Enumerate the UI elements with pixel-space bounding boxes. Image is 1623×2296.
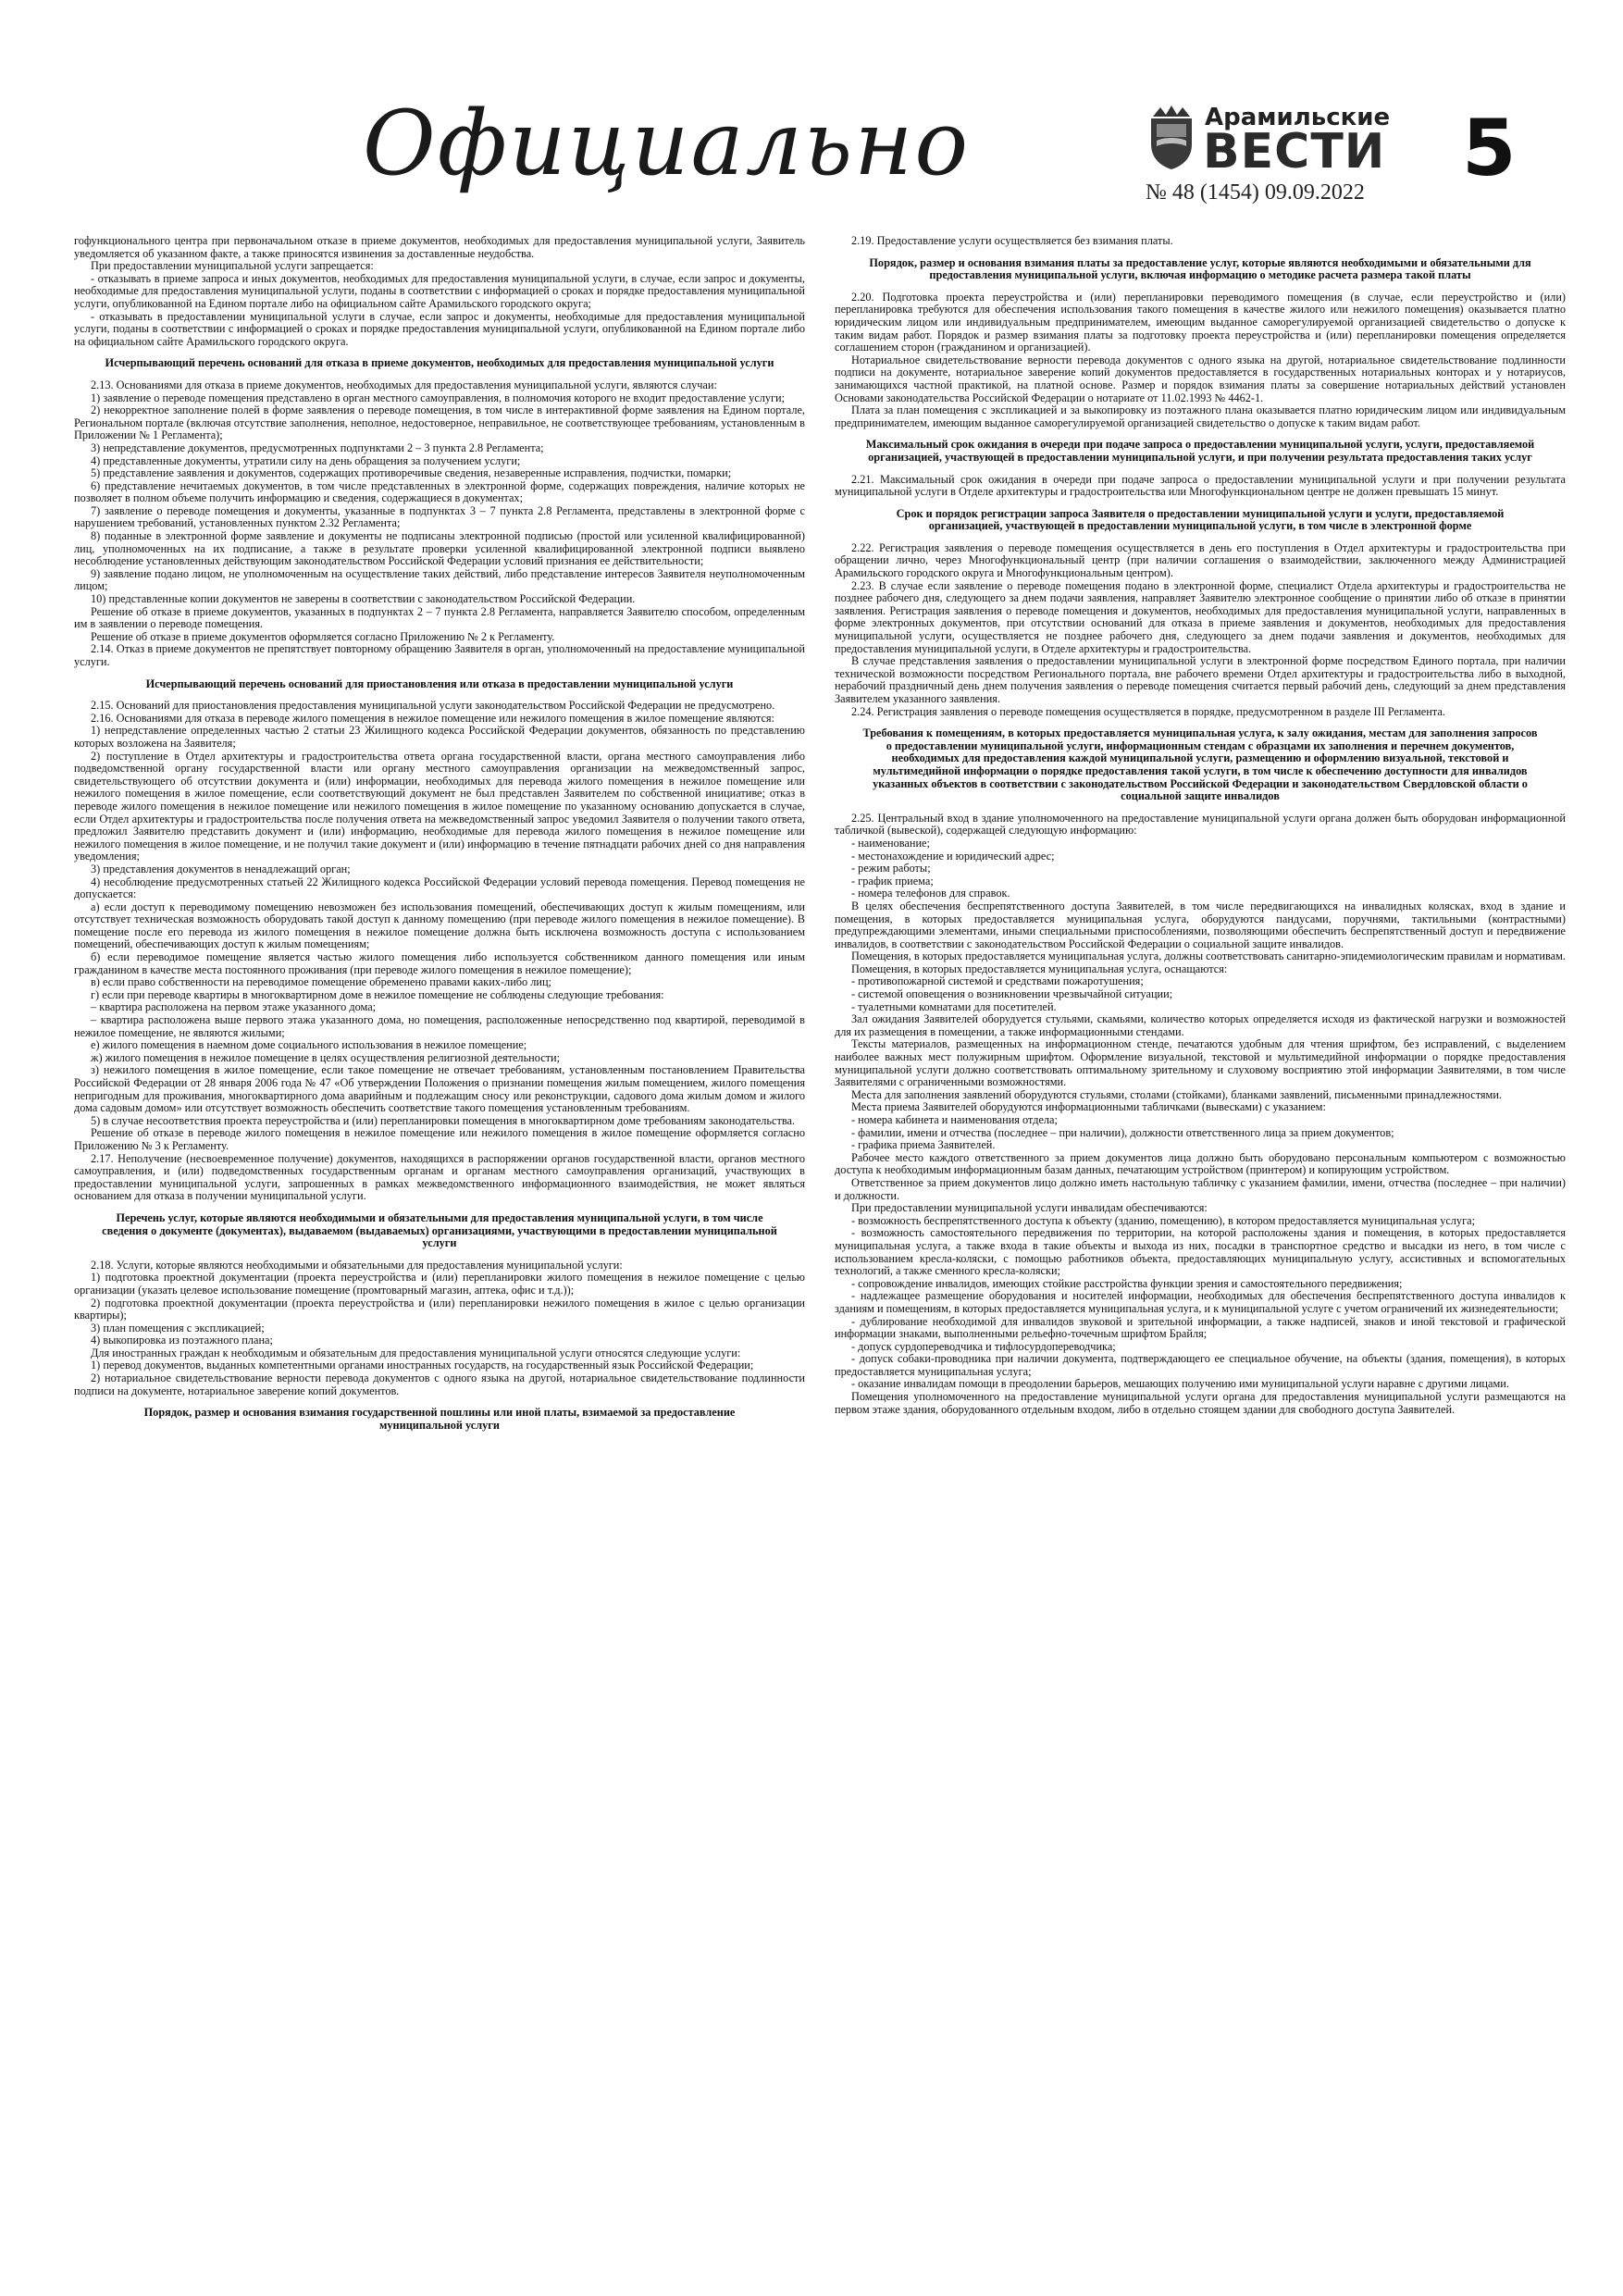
section-title: Официально: [363, 92, 971, 195]
paragraph: Помещения, в которых предоставляется муниципальная услуга, оснащаются:: [851, 962, 1228, 975]
paragraph: г) если при переводе квартиры в многоквартирном доме в нежилое помещение не соблюдены следующие требования:: [91, 987, 664, 1001]
paragraph: в) если право собственности на переводимое помещение обременено правами каких-либо лиц;: [91, 975, 551, 989]
paragraph: 5) в случае несоответствия проекта переустройства и (или) перепланировки помещения в многоквартирном доме требованиям законодательства.: [91, 1113, 796, 1127]
section-heading: Срок и порядок регистрации запроса Заявителя о предоставлении муниципальной услуги и услуги, предоставляемой организацией, участвующей в предоставлении муниципальной услуги, в том числе в электронной форме: [896, 506, 1505, 533]
issue-number-date: № 48 (1454) 09.09.2022: [1146, 180, 1365, 205]
section-heading: Исчерпывающий перечень оснований для приостановления или отказа в предоставлении муниципальной услуги: [145, 676, 734, 690]
paragraph: Плата за план помещения с экспликацией и за выкопировку из поэтажного плана оказывается платно юридическим лицом или индивидуальным предпринимателем, имеющим выданное саморегулируемой организацией свидетельство о допуске к таким видам работ.: [835, 403, 1566, 429]
paragraph: - возможность беспрепятственного доступа к объекту (зданию, помещению), в котором предоставляется муниципальная услуга;: [851, 1213, 1475, 1227]
paragraph: - возможность самостоятельного передвижения по территории, на которой расположены здания и помещения, в которых предоставляется муниципальная услуга, а также входа в такие объекты и выхода из них, посадки в транспортное средство и высадки из него, в том числе с использованием кресла-коляски, с помощью работников объекта, предоставляющих муниципальную услугу, ассистивных и вспомогательных технологий, а также сменного кресла-коляски;: [835, 1226, 1566, 1278]
paragraph: Нотариальное свидетельствование верности перевода документов с одного языка на другой, нотариальное свидетельствование подлинности подписи на документе, нотариальное заверение копий документов предоставляется в государственных нотариальных конторах и у нотариусов, занимающихся частной практикой, на платной основе. Размер и порядок взимания платы за совершение нотариальных действий установлен Основами законодательства Российской Федерации о нотариате от 11.02.1993 № 4462-1.: [835, 353, 1566, 404]
paragraph: - местонахождение и юридический адрес;: [851, 849, 1055, 863]
paragraph: 5) представление заявления и документов, содержащих противоречивые сведения, незаверенные исправления, подчистки, помарки;: [91, 466, 732, 480]
paragraph: При предоставлении муниципальной услуги инвалидам обеспечиваются:: [851, 1201, 1208, 1215]
paragraph: При предоставлении муниципальной услуги запрещается:: [91, 259, 374, 273]
left-column: [74, 235, 805, 1441]
paragraph: - противопожарной системой и средствами пожаротушения;: [851, 974, 1144, 988]
paragraph: 3) представления документов в ненадлежащий орган;: [91, 862, 351, 875]
paragraph: Решение об отказе в переводе жилого помещения в нежилое помещение или нежилого помещения в жилое помещение оформляется согласно Приложению № 3 к Регламенту.: [74, 1126, 805, 1152]
paragraph: - туалетными комнатами для посетителей.: [851, 999, 1057, 1013]
paragraph: 2.20. Подготовка проекта переустройства и (или) перепланировки переводимого помещения (в случае, если переустройство и (или) перепланировка требуются для обеспечения использования такого помещения в качестве жилого или нежилого помещения) оказывается платно юридическим лицом или индивидуальным предпринимателем, имеющим выданное саморегулируемой организацией свидетельство о допуске к таким видам работ. Порядок и размер взимания платы за подготовку проекта переустройства и (или) перепланировки помещения определяется соглашением сторон (гражданином и организацией).: [835, 290, 1566, 354]
paragraph: В целях обеспечения беспрепятственного доступа Заявителей, в том числе передвигающихся на инвалидных колясках, вход в здание и помещения, в которых предоставляется муниципальная услуга, оборудуются пандусами, поручнями, тактильными (контрастными) предупреждающими элементами, иными специальными приспособлениями, позволяющими обеспечить беспрепятственный доступ и передвижение инвалидов, в соответствии с законодательством Российской Федерации о социальной защите инвалидов.: [835, 899, 1566, 950]
paragraph: Места для заполнения заявлений оборудуются стульями, столами (стойками), бланками заявлений, письменными принадлежностями.: [851, 1087, 1502, 1101]
paragraph: ж) жилого помещения в нежилое помещение в целях осуществления религиозной деятельности;: [91, 1050, 561, 1064]
paragraph: - график приема;: [851, 874, 934, 887]
paragraph: - отказывать в приеме запроса и иных документов, необходимых для предоставления муниципальной услуги, в случае, если запрос и документы, необходимые для предоставления муниципальной услуги, поданы в соответствии с информацией о сроках и порядке предоставления муниципальной услуги, опубликованной на Едином портале либо на официальном сайте Арамильского городского округа;: [74, 271, 805, 310]
paragraph: з) нежилого помещения в жилое помещение, если такое помещение не отвечает требованиям, установленным постановлением Правительства Российской Федерации от 28 января 2006 года № 47 «Об утверждении Положения о признании помещения жилым помещением, жилого помещения непригодным для проживания, многоквартирного дома аварийным и подлежащим сносу или реконструкции, садового дома жилым домом и жилого дома садовым домом» или отсутствует возможность обеспечить соответствие такого помещения установленным требованиям.: [74, 1063, 805, 1115]
paragraph: 1) заявление о переводе помещения представлено в орган местного самоуправления, в полномочия которого не входит предоставление услуги;: [91, 391, 786, 404]
paragraph: 2.23. В случае если заявление о переводе помещения подано в электронной форме, специалист Отдела архитектуры и градостроительства не позднее рабочего дня, следующего за днем подачи заявления, направляет Заявителю электронное сообщение о принятии либо об отказе в принятии заявления. Регистрация заявления о переводе помещения и документов, необходимых для предоставления муниципальной услуги, направленных в форме электронных документов, при отсутствии оснований для отказа в приеме заявления и документов, необходимых для предоставления муниципальной услуги, осуществляется не позднее рабочего дня, следующего за днем подачи заявления и документов, необходимых для предоставления муниципальной услуги, в Отделе архитектуры и градостроительства.: [835, 578, 1566, 655]
section-heading: Исчерпывающий перечень оснований для отказа в приеме документов, необходимых для предоставления муниципальной услуги: [105, 356, 774, 370]
paragraph: гофункционального центра при первоначальном отказе в приеме документов, необходимых для предоставления муниципальной услуги, Заявитель уведомляется об указанном факте, а также приносятся извинения за доставленные неудобства.: [74, 234, 805, 260]
paragraph: 2.16. Основаниями для отказа в переводе жилого помещения в нежилое помещение или нежилого помещения в жилое помещение являются:: [91, 711, 774, 725]
paragraph: 6) представление нечитаемых документов, в том числе представленных в электронной форме, содержащих повреждения, наличие которых не позволяет в полном объеме получить информацию и сведения, содержащиеся в документах;: [74, 478, 805, 505]
paragraph: - допуск сурдопереводчика и тифлосурдопереводчика;: [851, 1339, 1116, 1353]
logo-newspaper-name: ВЕСТИ: [1203, 124, 1386, 180]
paragraph: Зал ожидания Заявителей оборудуется стульями, скамьями, количество которых определяется исходя из фактической нагрузки и возможностей для их размещения в помещении, а также информационными стендами.: [835, 1012, 1566, 1038]
paragraph: 2) поступление в Отдел архитектуры и градостроительства ответа органа государственной власти, органа местного самоуправления либо подведомственной органу государственной власти или органу местного самоуправления организации на межведомственный запрос, свидетельствующего об отсутствии документа и (или) информации, необходимых для перевода жилого помещения в нежилое помещение или нежилого помещения в жилое помещение, если соответствующий документ не был представлен Заявителем по собственной инициативе; отказ в переводе жилого помещения в нежилое помещение или нежилого помещения в жилое помещение по указанному основанию допускается в случае, если Отдел архитектуры и градостроительства после получения ответа на межведомственный запрос уведомил Заявителя о получении такого ответа, предложил Заявителю представить документ и (или) информацию, необходимые для перевода жилого помещения в нежилое помещение или нежилого помещения в жилое помещение, и не получил такие документ и (или) информацию в течение пятнадцати рабочих дней со дня направления уведомления;: [74, 749, 805, 863]
section-heading: Максимальный срок ожидания в очереди при подаче запроса о предоставлении муниципальной услуги, услуги, предоставляемой организацией, участвующей в предоставлении муниципальной услуги, и при получении результата предоставления таких услуг: [865, 438, 1535, 464]
paragraph: 3) план помещения с экспликацией;: [91, 1321, 265, 1334]
paragraph: - графика приема Заявителей.: [851, 1138, 996, 1152]
paragraph: Помещения уполномоченного на предоставление муниципальной услуги органа для предоставления муниципальной услуги размещаются на первом этаже здания, оборудованного отдельным входом, либо в отдельно стоящем здании для свободного доступа Заявителей.: [835, 1390, 1566, 1416]
logo-city-name: Арамильские: [1205, 104, 1391, 131]
paragraph: Места приема Заявителей оборудуются информационными табличками (вывесками) с указанием:: [851, 1100, 1326, 1114]
paragraph: 2.17. Неполучение (несвоевременное получение) документов, находящихся в распоряжении органов государственной власти, органов местного самоуправления, и (или) подведомственных государственным органам и органам местного самоуправления организаций, участвующих в предоставлении муниципальной услуги, запрошенных в рамках межведомственного информационного взаимодействия, не может являться основанием для отказа в получении муниципальной услуги.: [74, 1151, 805, 1203]
paragraph: Рабочее место каждого ответственного за прием документов лица должно быть оборудовано персональным компьютером с возможностью доступа к необходимым информационным базам данных, печатающим устройством (принтером) и копирующим устройством.: [835, 1150, 1566, 1177]
paragraph: – квартира расположена на первом этаже указанного дома;: [91, 1000, 377, 1014]
paragraph: 2.21. Максимальный срок ожидания в очереди при подаче запроса о предоставлении муниципальной услуги и при получении результата муниципальной услуги в Отделе архитектуры и градостроительства или Многофункциональном центре не должен превышать 15 минут.: [835, 472, 1566, 499]
paragraph: 4) выкопировка из поэтажного плана;: [91, 1334, 273, 1347]
paragraph: 2.25. Центральный вход в здание уполномоченного на предоставление муниципальной услуги органа должен быть оборудован информационной табличкой (вывеской), содержащей следующую информацию:: [835, 811, 1566, 838]
paragraph: е) жилого помещения в наемном доме социального использования в нежилое помещение;: [91, 1038, 527, 1052]
newspaper-logo: [1138, 104, 1391, 205]
paragraph: 10) представленные копии документов не заверены в соответствии с законодательством Российской Федерации.: [91, 592, 636, 606]
paragraph: - отказывать в предоставлении муниципальной услуги в случае, если запрос и документы, необходимые для предоставления муниципальной услуги, поданы в соответствии с информацией о сроках и порядке предоставления муниципальной услуги, опубликованной на Едином портале либо на официальном сайте Арамильского городского округа.: [74, 309, 805, 348]
paragraph: 2.14. Отказ в приеме документов не препятствует повторному обращению Заявителя в орган, уполномоченный на предоставление муниципальной услуги.: [74, 642, 805, 668]
paragraph: Тексты материалов, размещенных на информационном стенде, печатаются удобным для чтения шрифтом, без исправлений, с выделением наиболее важных мест полужирным шрифтом. Оформление визуальной, текстовой и мультимедийной информации о порядке предоставления муниципальной услуги должно соответствовать оптимальному зрительному и слуховому восприятию этой информации Заявителями, в том числе Заявителями с ограниченными возможностями.: [835, 1037, 1566, 1089]
paragraph: 9) заявление подано лицом, не уполномоченным на осуществление таких действий, либо представление интересов Заявителя неуполномоченным лицом;: [74, 566, 805, 593]
paragraph: - наименование;: [851, 836, 930, 850]
paragraph: - сопровождение инвалидов, имеющих стойкие расстройства функции зрения и самостоятельного передвижения;: [851, 1276, 1403, 1290]
paragraph: 3) непредставление документов, предусмотренных подпунктами 2 – 3 пункта 2.8 Регламента;: [91, 441, 544, 454]
paragraph: - допуск собаки-проводника при наличии документа, подтверждающего ее специальное обучение, на объекты (здания, помещения), в которых предоставляется муниципальная услуга;: [835, 1352, 1566, 1378]
paragraph: 2) нотариальное свидетельствование верности перевода документов с одного языка на другой, нотариальное свидетельствование подлинности подписи на документе, нотариальное заверение копий документов.: [74, 1371, 805, 1397]
paragraph: - режим работы;: [851, 862, 931, 875]
paragraph: В случае представления заявления о предоставлении муниципальной услуги в электронной форме посредством Единого портала, при наличии технической возможности посредством Регионального портала, вне рабочего времени Отдел архитектуры и градостроительства либо в выходной, нерабочий праздничный день днем получения заявления о переводе помещения считается первый рабочий день, следующий за днем представления Заявителем указанного заявления.: [835, 654, 1566, 705]
right-column: [835, 235, 1566, 1416]
coat-of-arms-icon: [1147, 104, 1196, 170]
paragraph: 4) несоблюдение предусмотренных статьей 22 Жилищного кодекса Российской Федерации условий перевода помещения. Перевод помещения не допускается:: [74, 875, 805, 901]
paragraph: 1) перевод документов, выданных компетентными органами иностранных государств, на государственный язык Российской Федерации;: [91, 1359, 754, 1372]
section-heading: Порядок, размер и основания взимания государственной пошлины или иной платы, взимаемой за предоставление муниципальной услуги: [143, 1406, 736, 1432]
paragraph: 2.19. Предоставление услуги осуществляется без взимания платы.: [851, 234, 1173, 247]
paragraph: 1) подготовка проектной документации (проекта переустройства и (или) перепланировки жилого помещения в нежилое помещение с целью организации (указать целевое использование помещение (промтоварный магазин, аптека, офис и т.д.));: [74, 1271, 805, 1297]
paragraph: 2.24. Регистрация заявления о переводе помещения осуществляется в порядке, предусмотренном в разделе III Регламента.: [851, 704, 1445, 718]
page-number: 5: [1462, 103, 1517, 193]
section-heading: Перечень услуг, которые являются необходимыми и обязательными для предоставления муниципальной услуги, в том числе сведения о документе (документах), выдаваемом (выдаваемых) организациями, участвующими в предоставлении муниципальной услуги: [102, 1210, 777, 1250]
paragraph: а) если доступ к переводимому помещению невозможен без использования помещений, обеспечивающих доступ к жилым помещениям, или отсутствует техническая возможность оборудовать такой доступ к данному помещению (при переводе жилого помещения в нежилое помещение). В помещение после его перевода из жилого помещения в нежилое помещение должна быть исключена возможность доступа с использованием помещений, обеспечивающих доступ к жилым помещениям;: [74, 900, 805, 951]
paragraph: 2) некорректное заполнение полей в форме заявления о переводе помещения, в том числе в интерактивной форме заявления на Едином портале, Региональном портале (включая отсутствие заполнения, неполное, недостоверное, неправильное, не соответствующее требованиям, установленным в Приложении № 1 Регламента);: [74, 403, 805, 442]
page-header: [0, 0, 1623, 222]
paragraph: - надлежащее размещение оборудования и носителей информации, необходимых для обеспечения беспрепятственного доступа инвалидов к зданиям и помещениям, в которых предоставляется муниципальная услуга, и к муниципальной услуге с учетом ограничений их жизнедеятельности;: [835, 1289, 1566, 1315]
section-heading: Требования к помещениям, в которых предоставляется муниципальная услуга, к залу ожидания, местам для заполнения запросов о предоставлении муниципальной услуги, информационным стендам с образцами их заполнения и перечнем документов, необходимых для предоставления каждой муниципальной услуги, размещению и оформлению визуальной, текстовой и мультимедийной информации о порядке предоставления такой услуги, в том числе к обеспечению доступности для инвалидов указанных объектов в соответствии с законодательством Российской Федерации и законодательством Свердловской области о социальной защите инвалидов: [862, 726, 1538, 803]
paragraph: 2.13. Основаниями для отказа в приеме документов, необходимых для предоставления муниципальной услуги, являются случаи:: [91, 378, 717, 391]
paragraph: - фамилии, имени и отчества (последнее – при наличии), должности ответственного лица за прием документов;: [851, 1125, 1394, 1139]
paragraph: - номера телефонов для справок.: [851, 887, 1010, 900]
paragraph: 8) поданные в электронной форме заявление и документы не подписаны электронной подписью (простой или усиленной квалифицированной) лиц, уполномоченных на их подписание, а также в результате проверки усиленной квалифицированной электронной подписи выявлено несоблюдение установленных действующим законодательством Российской Федерации условий признания ее действительности;: [74, 529, 805, 568]
paragraph: Решение об отказе в приеме документов оформляется согласно Приложению № 2 к Регламенту.: [91, 629, 555, 643]
paragraph: 2.22. Регистрация заявления о переводе помещения осуществляется в день его поступления в Отдел архитектуры и градостроительства при обращении лично, через Многофункциональный центр (при наличии соглашения о взаимодействии, заключенного между Администрацией Арамильского городского округа и Многофункциональным центром).: [835, 540, 1566, 580]
paragraph: – квартира расположена выше первого этажа указанного дома, но помещения, расположенные непосредственно под квартирой, переводимой в нежилое помещение, не являются жилыми;: [74, 1013, 805, 1039]
section-heading: Порядок, размер и основания взимания платы за предоставление услуг, которые являются необходимыми и обязательными для предоставления муниципальной услуги, включая информацию о методике расчета размера такой платы: [869, 255, 1531, 282]
paragraph: 2) подготовка проектной документации (проекта переустройства и (или) перепланировки нежилого помещения в жилое с целью организации квартиры);: [74, 1296, 805, 1322]
paragraph: 7) заявление о переводе помещения и документы, указанные в подпунктах 3 – 7 пункта 2.8 Регламента, представлены в электронной форме с нарушением требований, установленных пунктом 2.32 Регламента;: [74, 503, 805, 530]
paragraph: б) если переводимое помещение является частью жилого помещения либо используется собственником данного помещения или иным гражданином в качестве места постоянного проживания (при переводе жилого помещения в нежилое помещение);: [74, 950, 805, 976]
paragraph: - системой оповещения о возникновении чрезвычайной ситуации;: [851, 987, 1173, 1001]
paragraph: Помещения, в которых предоставляется муниципальная услуга, должны соответствовать санитарно-эпидемиологическим правилам и нормативам.: [851, 949, 1566, 963]
paragraph: 4) представленные документы, утратили силу на день обращения за получением услуги;: [91, 453, 521, 467]
paragraph: 2.18. Услуги, которые являются необходимыми и обязательными для предоставления муниципальной услуги:: [91, 1258, 623, 1272]
paragraph: Решение об отказе в приеме документов, указанных в подпунктах 2 – 7 пункта 2.8 Регламента, направляется Заявителю способом, определенным им в заявлении о переводе помещения.: [74, 604, 805, 631]
paragraph: 2.15. Оснований для приостановления предоставления муниципальной услуги законодательством Российской Федерации не предусмотрено.: [91, 699, 775, 713]
paragraph: Ответственное за прием документов лицо должно иметь настольную табличку с указанием фамилии, имени, отчества (последнее – при наличии) и должности.: [835, 1175, 1566, 1202]
paragraph: - номера кабинета и наименования отдела;: [851, 1113, 1058, 1126]
paragraph: Для иностранных граждан к необходимым и обязательным для предоставления муниципальной услуги относятся следующие услуги:: [91, 1346, 741, 1359]
paragraph: - оказание инвалидам помощи в преодолении барьеров, мешающих получению ими муниципальной услуги наравне с другими лицами.: [851, 1377, 1509, 1391]
paragraph: 1) непредставление определенных частью 2 статьи 23 Жилищного кодекса Российской Федерации документов, обязанность по представлению которых возложена на Заявителя;: [74, 724, 805, 750]
paragraph: - дублирование необходимой для инвалидов звуковой и зрительной информации, а также надписей, знаков и иной текстовой и графической информации знаками, выполненными рельефно-точечным шрифтом Брайля;: [835, 1314, 1566, 1341]
